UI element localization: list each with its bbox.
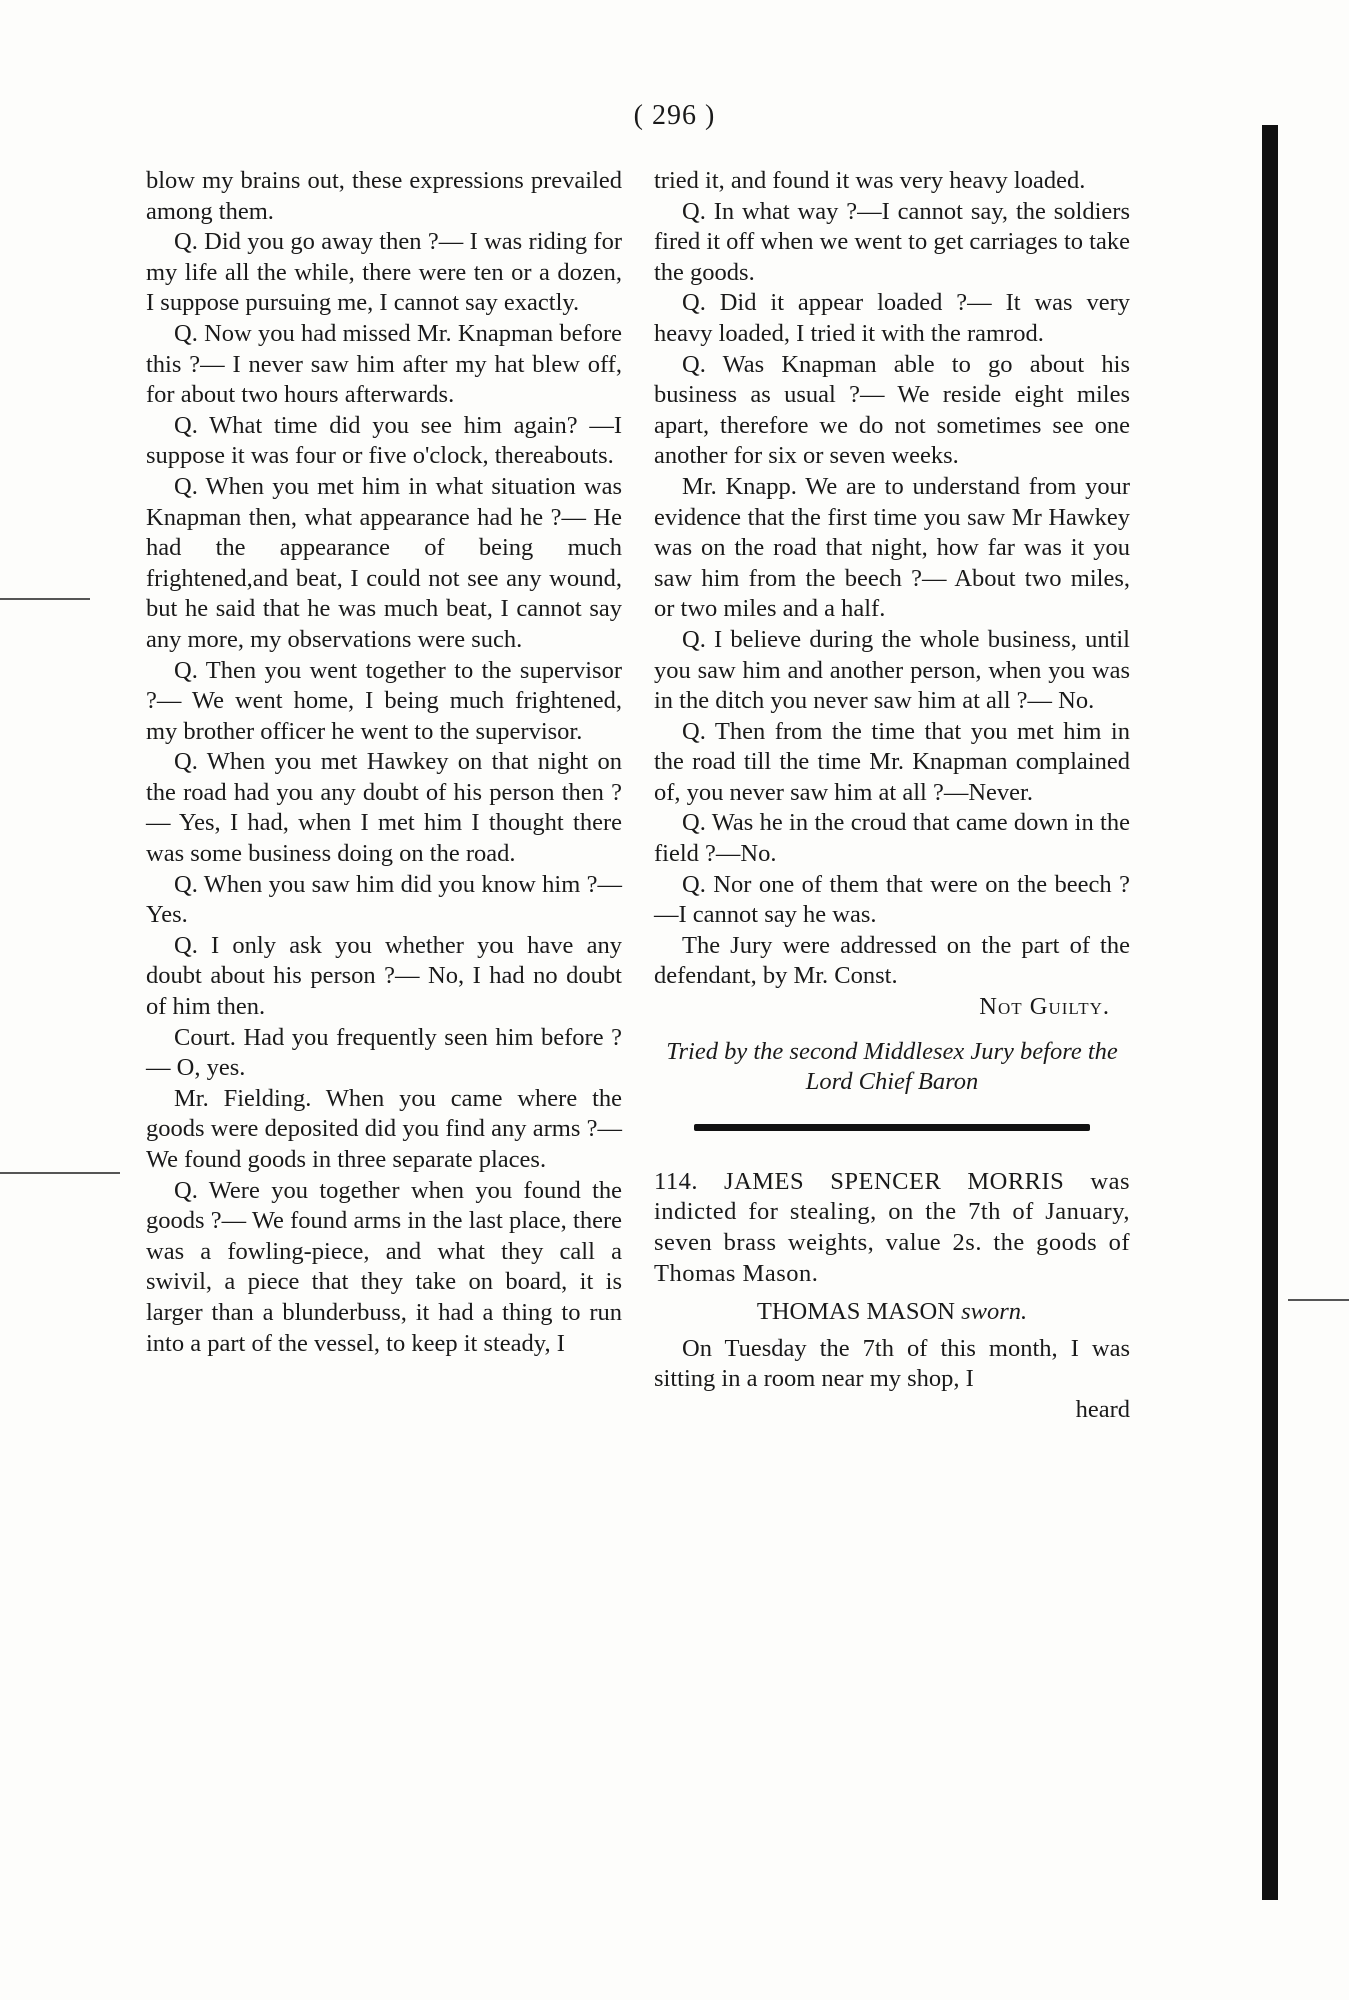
paragraph: Q. Was he in the croud that came down in the field ?—No. bbox=[654, 809, 1130, 868]
paragraph: Q. Now you had missed Mr. Knapman before this ?— I never saw him after my hat blew off, for about two hours afterwards. bbox=[146, 319, 622, 409]
case-heading: 114. JAMES SPENCER MORRIS was indicted for stealing, on the 7th of January, seven brass weights, value 2s. the goods of Thomas Mason. bbox=[654, 1167, 1130, 1287]
trial-note-line: Tried by the second Middlesex Jury before the bbox=[666, 1037, 1118, 1065]
paragraph: tried it, and found it was very heavy loaded. bbox=[654, 167, 1086, 194]
witness-name: THOMAS MASON bbox=[756, 1298, 955, 1326]
paragraph: Mr. Fielding. When you came where the goods were deposited did you find any arms ?— We found goods in three separate places. bbox=[146, 1084, 622, 1173]
witness-status: sworn. bbox=[961, 1298, 1028, 1326]
trial-note-line: Lord Chief Baron bbox=[805, 1068, 979, 1096]
paragraph: blow my brains out, these expressions prevailed among them. bbox=[146, 167, 622, 225]
margin-mark bbox=[0, 598, 90, 600]
paragraph: Q. Was Knapman able to go about his business as usual ?— We reside eight miles apart, therefore we do not sometimes see one another for six or seven weeks. bbox=[654, 350, 1130, 470]
paragraph: Mr. Knapp. We are to understand from your evidence that the first time you saw Mr Hawkey was on the road that night, how far was it you saw him from the beech ?— About two miles, or two miles and a half. bbox=[654, 472, 1130, 623]
page-number: ( 296 ) bbox=[633, 100, 716, 131]
margin-mark bbox=[0, 1172, 120, 1174]
right-column bbox=[654, 166, 1130, 1426]
left-column bbox=[146, 166, 622, 1359]
paragraph: Q. In what way ?—I cannot say, the soldiers fired it off when we went to get carriages to take the goods. bbox=[654, 197, 1130, 286]
paragraph: The Jury were addressed on the part of the defendant, by Mr. Const. bbox=[654, 931, 1130, 990]
trial-note bbox=[654, 1037, 1130, 1098]
paragraph: Q. Then you went together to the supervisor ?— We went home, I being much frightened, my brother officer he went to the supervisor. bbox=[146, 656, 622, 745]
margin-mark bbox=[1288, 1299, 1349, 1301]
binding-edge bbox=[1262, 125, 1278, 1900]
paragraph: Q. When you saw him did you know him ?—Yes. bbox=[146, 870, 622, 929]
paragraph: Q. Nor one of them that were on the beech ?—I cannot say he was. bbox=[654, 870, 1130, 929]
paragraph: Q. When you met Hawkey on that night on the road had you any doubt of his person then ?— Yes, I had, when I met him I thought there was some business doing on the road. bbox=[146, 748, 622, 868]
paragraph: Q. When you met him in what situation was Knapman then, what appearance had he ?— He had the appearance of being much frightened,and beat, I could not see any wound, but he said that he was much beat, I cannot say any more, my observations were such. bbox=[146, 472, 622, 653]
paragraph: On Tuesday the 7th of this month, I was sitting in a room near my shop, I bbox=[654, 1334, 1130, 1393]
paragraph: Q. Were you together when you found the goods ?— We found arms in the last place, there was a fowling-piece, and what they call a swivil, a piece that they take on board, it is larger than a blunderbuss, it had a thing to run into a part of the vessel, to keep it steady, I bbox=[146, 1176, 622, 1357]
catchword: heard bbox=[1075, 1395, 1130, 1423]
paragraph: Q. Then from the time that you met him in the road till the time Mr. Knapman complained of, you never saw him at all ?—Never. bbox=[654, 717, 1130, 806]
paragraph: Q. Did you go away then ?— I was riding for my life all the while, there were ten or a dozen, I suppose pursuing me, I cannot say exactly. bbox=[146, 228, 622, 317]
paragraph: Court. Had you frequently seen him before ?— O, yes. bbox=[146, 1023, 622, 1082]
paragraph: Q. Did it appear loaded ?— It was very heavy loaded, I tried it with the ramrod. bbox=[654, 289, 1130, 347]
verdict: Not Guilty. bbox=[979, 993, 1110, 1021]
witness-line bbox=[654, 1297, 1130, 1328]
section-divider bbox=[694, 1124, 1090, 1131]
paragraph: Q. I believe during the whole business, until you saw him and another person, when you was in the ditch you never saw him at all ?— No. bbox=[654, 625, 1130, 715]
paragraph: Q. I only ask you whether you have any doubt about his person ?— No, I had no doubt of him then. bbox=[146, 931, 622, 1021]
paragraph: Q. What time did you see him again? —I suppose it was four or five o'clock, thereabouts. bbox=[146, 411, 622, 470]
